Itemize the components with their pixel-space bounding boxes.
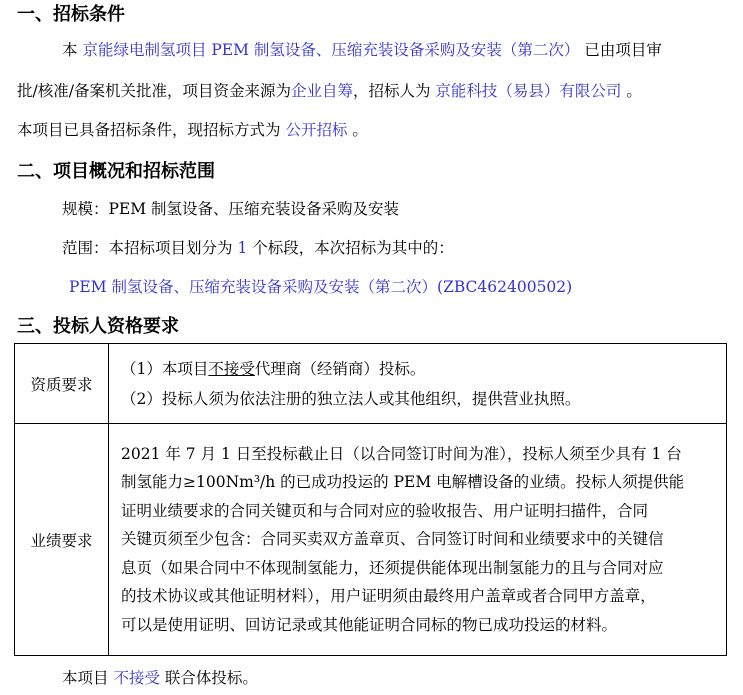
section-1-line-3: 本项目已具备招标条件，现招标方式为 公开招标 。 bbox=[17, 121, 368, 139]
consortium-line: 本项目 不接受 联合体投标。 bbox=[62, 669, 258, 687]
section-1-line-2: 批/核准/备案机关批准，项目资金来源为企业自筹，招标人为 京能科技（易县）有限公司 。 bbox=[17, 82, 642, 100]
fund-source: 企业自筹 bbox=[290, 82, 353, 100]
project-name: 京能绿电制氢项目 PEM 制氢设备、压缩充装设备采购及安装（第二次） bbox=[82, 41, 580, 59]
qualification-content: （1）本项目不接受代理商（经销商）投标。 （2）投标人须为依法注册的独立法人或其他组织，提供营业执照。 bbox=[109, 344, 727, 424]
table-row bbox=[15, 424, 727, 656]
section-3-heading: 三、投标人资格要求 bbox=[17, 316, 179, 337]
project-scope: 范围：本招标项目划分为 1 个标段，本次招标为其中的： bbox=[62, 239, 454, 257]
qualification-label: 资质要求 bbox=[15, 344, 109, 424]
section-1-line-1: 本 京能绿电制氢项目 PEM 制氢设备、压缩充装设备采购及安装（第二次） 已由项目审 bbox=[62, 41, 662, 59]
tenderer-name: 京能科技（易县）有限公司 bbox=[435, 82, 622, 100]
qualification-table bbox=[14, 343, 727, 656]
tender-method: 公开招标 bbox=[285, 121, 348, 139]
table-row bbox=[15, 344, 727, 424]
section-1-heading: 一、招标条件 bbox=[17, 4, 125, 25]
performance-label: 业绩要求 bbox=[15, 424, 109, 656]
performance-content: 2021 年 7 月 1 日至投标截止日（以合同签订时间为准），投标人须至少具有 1 台 制氢能力≥100Nm³/h 的已成功投运的 PEM 电解槽设备的业绩。投标人须提供能 证明业绩要求的合同关键页和与合同对应的验收报告、用户证明扫描件，合同 关键页须至少包含：合同买卖双方盖章页、合同签订时间和业绩要求中的关键信 息页（如果合同中不体现制氢能力，还须提供能体现出制氢能力的且与合同对应 的技术协议或其他证明材料），用户证明须由最终用户盖章或者合同甲方盖章， 可以是使用证明、回访记录或其他能证明合同标的物已成功投运的材料。 bbox=[109, 424, 727, 656]
section-2-heading: 二、项目概况和招标范围 bbox=[17, 161, 215, 182]
lot-name: PEM 制氢设备、压缩充装设备采购及安装（第二次）(ZBC462400502) bbox=[69, 278, 573, 296]
lot-count: 1 bbox=[237, 239, 248, 257]
not-accept-agent: 不接受 bbox=[208, 359, 255, 378]
project-scale: 规模：PEM 制氢设备、压缩充装设备采购及安装 bbox=[62, 200, 400, 218]
consortium-value: 不接受 bbox=[113, 669, 160, 687]
